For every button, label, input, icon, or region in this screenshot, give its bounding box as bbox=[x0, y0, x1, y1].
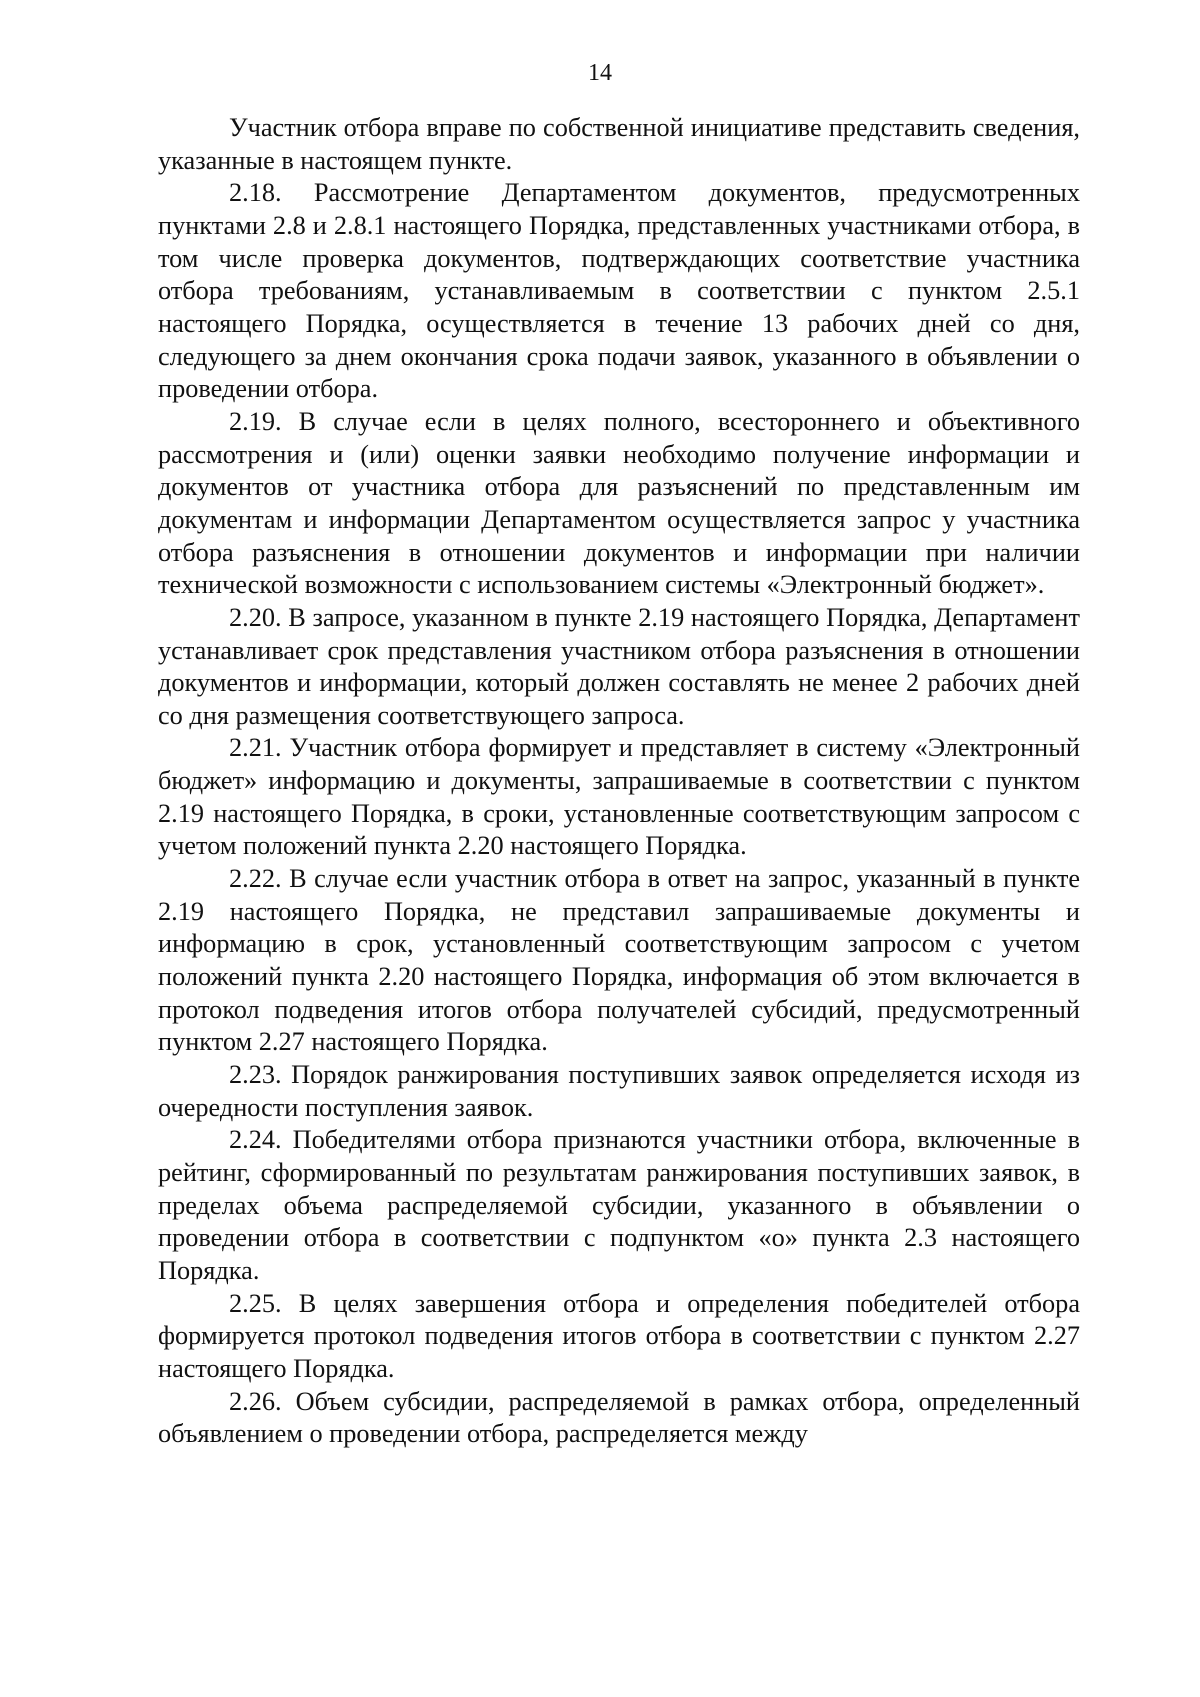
paragraph-2-20: 2.20. В запросе, указанном в пункте 2.19 настоящего Порядка, Департамент устанавливает срок представления участником отбора разъяснения в отношении документов и информации, который должен составлять не менее 2 рабочих дней со дня размещения соответствующего запроса. bbox=[158, 602, 1080, 730]
paragraph-2-26: 2.26. Объем субсидии, распределяемой в рамках отбора, определенный объявлением о проведении отбора, распределяется между bbox=[158, 1386, 1080, 1449]
paragraph-continuation: Участник отбора вправе по собственной инициативе представить сведения, указанные в настоящем пункте. bbox=[158, 113, 1080, 175]
page-number: 14 bbox=[588, 60, 612, 86]
paragraph-2-25: 2.25. В целях завершения отбора и определения победителей отбора формируется протокол подведения итогов отбора в соответствии с пунктом 2.27 настоящего Порядка. bbox=[158, 1288, 1080, 1383]
paragraph-2-22: 2.22. В случае если участник отбора в ответ на запрос, указанный в пункте 2.19 настоящего Порядка, не представил запрашиваемые документы и информацию в срок, установленный соответствующим запросом с учетом положений пункта 2.20 настоящего Порядка, информация об этом включается в протокол подведения итогов отбора получателей субсидий, предусмотренный пунктом 2.27 настоящего Порядка. bbox=[158, 864, 1080, 1057]
paragraph-2-18: 2.18. Рассмотрение Департаментом документов, предусмотренных пунктами 2.8 и 2.8.1 настоящего Порядка, представленных участниками отбора, в том числе проверка документов, подтверждающих соответствие участника отбора требованиям, устанавливаемым в соответствии с пунктом 2.5.1 настоящего Порядка, осуществляется в течение 13 рабочих дней со дня, следующего за днем окончания срока подачи заявок, указанного в объявлении о проведении отбора. bbox=[158, 178, 1080, 404]
paragraph-2-19: 2.19. В случае если в целях полного, всестороннего и объективного рассмотрения и (или) оценки заявки необходимо получение информации и документов от участника отбора для разъяснений по представленным им документам и информации Департаментом осуществляется запрос у участника отбора разъяснения в отношении документов и информации при наличии технической возможности с использованием системы «Электронный бюджет». bbox=[158, 406, 1080, 600]
paragraph-2-21: 2.21. Участник отбора формирует и представляет в систему «Электронный бюджет» информацию и документы, запрашиваемые в соответствии с пунктом 2.19 настоящего Порядка, в сроки, установленные соответствующим запросом с учетом положений пункта 2.20 настоящего Порядка. bbox=[158, 733, 1080, 861]
paragraph-2-23: 2.23. Порядок ранжирования поступивших заявок определяется исходя из очередности поступления заявок. bbox=[158, 1060, 1080, 1122]
document-body bbox=[158, 112, 1080, 1451]
paragraph-2-24: 2.24. Победителями отбора признаются участники отбора, включенные в рейтинг, сформированный по результатам ранжирования поступивших заявок, в пределах объема распределяемой субсидии, указанного в объявлении о проведении отбора в соответствии с подпунктом «о» пункта 2.3 настоящего Порядка. bbox=[158, 1125, 1080, 1285]
